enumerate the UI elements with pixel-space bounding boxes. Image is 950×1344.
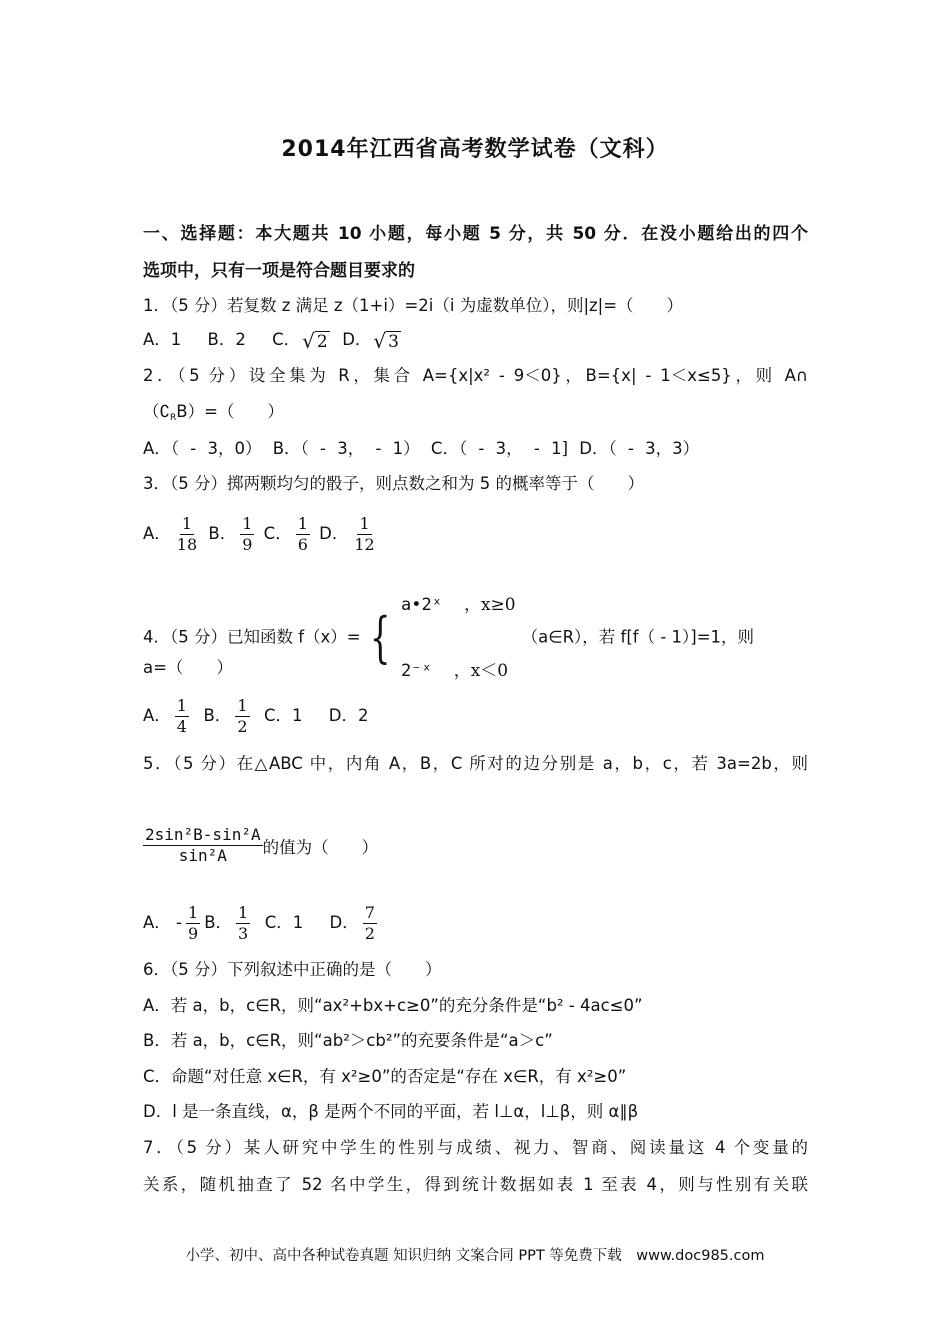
fraction: $\frac{1}{2}$ bbox=[237, 696, 248, 736]
fraction: $\frac{1}{6}$ bbox=[297, 514, 308, 554]
fraction: $\frac{1}{12}$ bbox=[354, 514, 375, 554]
q1-option-a: A．1 bbox=[143, 330, 182, 349]
question-1-stem: 1．（5 分）若复数 z 满足 z（1+i）=2i（i 为虚数单位），则|z|=（ ） bbox=[143, 296, 684, 315]
section-heading-line1: 一、选择题：本大题共 10 小题，每小题 5 分，共 50 分．在没小题给出的四个 bbox=[143, 224, 808, 244]
question-7-stem-line2: 关系，随机抽查了 52 名中学生，得到统计数据如表 1 至表 4，则与性别有关联 bbox=[143, 1175, 808, 1194]
q6-option-b: B．若 a，b，c∈R，则“ab²＞cb²”的充要条件是“a＞c” bbox=[143, 1031, 553, 1050]
question-2-stem-line2: $(∁_RB)=$（ ） bbox=[143, 402, 284, 423]
fraction: $\frac{1}{4}$ bbox=[176, 696, 187, 736]
question-3-options: A． $\frac{1}{18}$ B． $\frac{1}{9}$ C． $\frac{1}{6}$ D． $\frac{1}{12}$ bbox=[143, 514, 375, 554]
question-4-stem-line2: a=（ ） bbox=[143, 658, 233, 677]
question-4-options: A． $\frac{1}{4}$ B． $\frac{1}{2}$ C．1 D．2 bbox=[143, 696, 369, 736]
fraction: $\frac{1}{18}$ bbox=[176, 514, 198, 554]
q6-option-d: D．l 是一条直线，α，β 是两个不同的平面，若 l⊥α，l⊥β，则 α∥β bbox=[143, 1102, 639, 1121]
question-5-options: A． - $\frac{1}{9}$ B． $\frac{1}{3}$ C．1 D． $\frac{7}{2}$ bbox=[143, 903, 375, 943]
q1-option-b: B．2 bbox=[207, 330, 246, 349]
q1-option-d: D． bbox=[342, 330, 372, 349]
question-7-stem-line1: 7．（5 分）某人研究中学生的性别与成绩、视力、智商、阅读量这 4 个变量的 bbox=[143, 1138, 808, 1157]
q1-option-c: C． bbox=[272, 330, 301, 349]
question-1-options bbox=[143, 328, 808, 352]
q6-option-c: C．命题“对任意 x∈R，有 x²≥0”的否定是“存在 x∈R，有 x²≥0” bbox=[143, 1067, 627, 1086]
question-2-options: A．（ - 3，0） B．（ - 3， - 1） C．（ - 3， - 1] D．（ - 3，3） bbox=[143, 439, 700, 458]
sqrt-3: √ 3 bbox=[373, 328, 399, 353]
question-5-stem: 5．（5 分）在△ABC 中，内角 A，B，C 所对的边分别是 a，b，c，若 3a=2b，则 bbox=[143, 754, 808, 773]
page-title: 2014年江西省高考数学试卷（文科） bbox=[281, 137, 669, 162]
fraction: $\frac{1}{9}$ bbox=[188, 903, 199, 943]
question-5-expression: $\frac{\text{2sin²B-sin²A}}{\text{sin²A}}$ 的值为（ ） bbox=[145, 825, 379, 865]
question-3-stem: 3．（5 分）掷两颗均匀的骰子，则点数之和为 5 的概率等于（ ） bbox=[143, 474, 644, 493]
piecewise-function: { a•2ˣ ，x≥0 2⁻ˣ ，x＜0 bbox=[369, 595, 516, 681]
q6-option-a: A．若 a，b，c∈R，则“ax²+bx+c≥0”的充分条件是“b² - 4ac≤0” bbox=[143, 996, 643, 1015]
fraction: $\frac{1}{3}$ bbox=[238, 903, 249, 943]
sqrt-2: √ 2 bbox=[302, 328, 328, 353]
section-heading-line2: 选项中，只有一项是符合题目要求的 bbox=[143, 261, 415, 281]
question-4-stem: 4．（5 分）已知函数 f（x）= { a•2ˣ ，x≥0 2⁻ˣ ，x＜0 （a∈R），若 f[f（ - 1）]=1，则 bbox=[143, 575, 808, 701]
question-2-stem-line1: 2．（5 分）设全集为 R，集合 A={x|x² - 9＜0}，B={x| - 1＜x≤5}，则 A∩ bbox=[143, 366, 808, 385]
page-footer: 小学、初中、高中各种试卷真题 知识归纳 文案合同 PPT 等免费下载 www.doc985.com bbox=[185, 1248, 765, 1264]
question-6-stem: 6．（5 分）下列叙述中正确的是（ ） bbox=[143, 960, 442, 979]
fraction: $\frac{\text{2sin²B-sin²A}}{\text{sin²A}}$ bbox=[145, 825, 261, 865]
fraction: $\frac{7}{2}$ bbox=[364, 903, 375, 943]
fraction: $\frac{1}{9}$ bbox=[242, 514, 253, 554]
